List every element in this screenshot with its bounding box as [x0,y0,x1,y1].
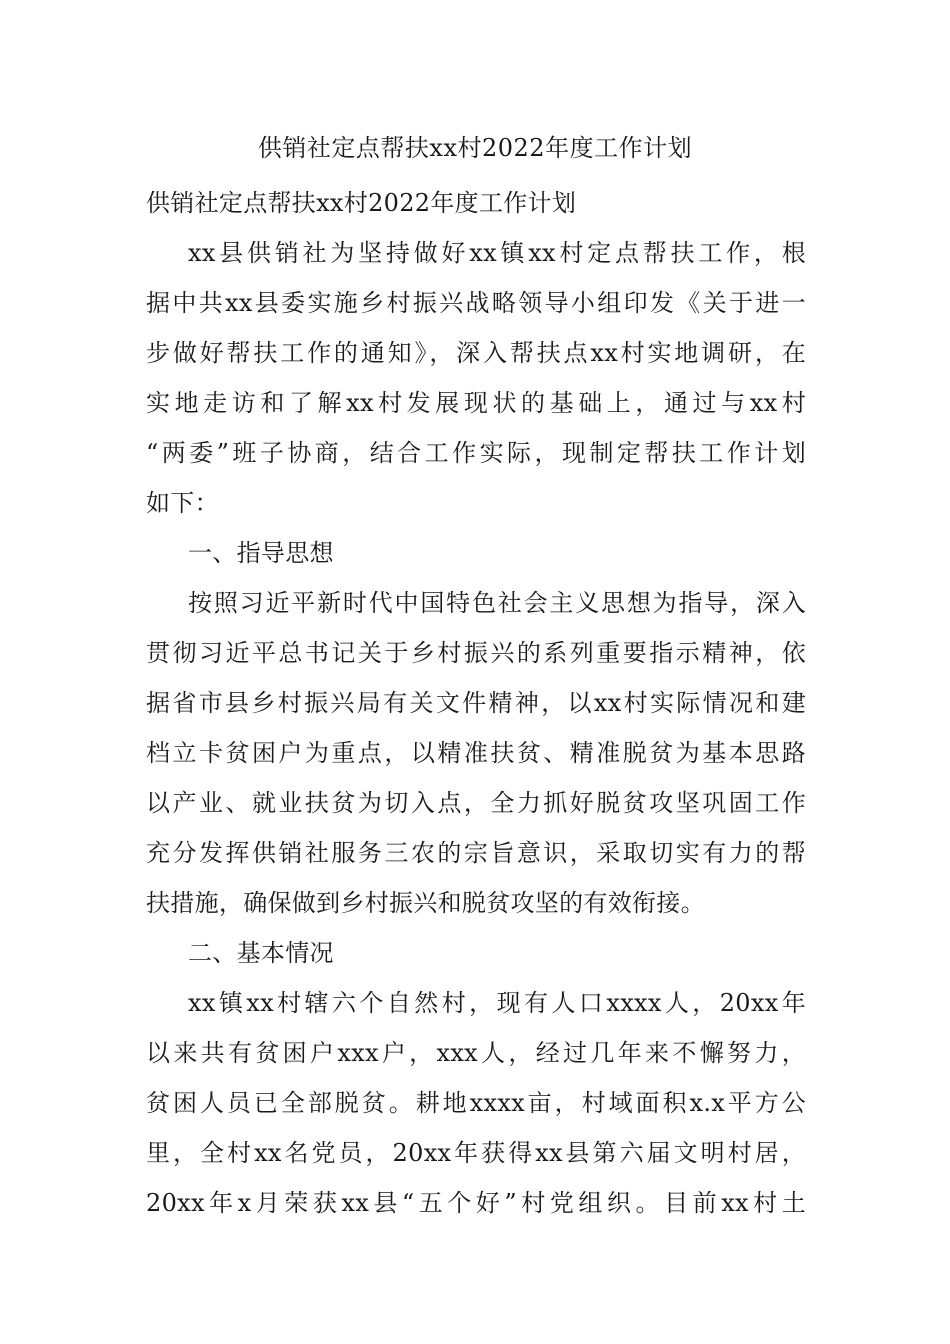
section-heading: 一、指导思想 [188,539,334,567]
text-line: 供销社定点帮扶xx村2022年度工作计划 [146,189,577,217]
document-body [146,178,806,1228]
text-line: 据中共xx县委实施乡村振兴战略领导小组印发《关于进一 [146,289,806,317]
text-line: xx县供销社为坚持做好xx镇xx村定点帮扶工作，根 [188,239,806,267]
text-line: 20xx年x月荣获xx县“五个好”村党组织。目前xx村土 [146,1189,806,1217]
text-line: 扶措施，确保做到乡村振兴和脱贫攻坚的有效衔接。 [146,889,705,917]
text-line: 按照习近平新时代中国特色社会主义思想为指导，深入 [188,589,806,617]
text-line: 实地走访和了解xx村发展现状的基础上，通过与xx村 [146,389,806,417]
text-line: 据省市县乡村振兴局有关文件精神，以xx村实际情况和建 [146,689,806,717]
text-line: 档立卡贫困户为重点，以精准扶贫、精准脱贫为基本思路 [146,739,806,767]
text-line: 以来共有贫困户xxx户，xxx人，经过几年来不懈努力， [146,1039,806,1067]
text-line: 如下： [146,489,219,517]
text-line: 以产业、就业扶贫为切入点，全力抓好脱贫攻坚巩固工作 [146,789,806,817]
text-line: 步做好帮扶工作的通知》，深入帮扶点xx村实地调研，在 [146,339,806,367]
document-title: 供销社定点帮扶xx村2022年度工作计划 [257,134,693,162]
text-line: “两委”班子协商，结合工作实际，现制定帮扶工作计划 [146,439,806,467]
text-line: 贫困人员已全部脱贫。耕地xxxx亩，村域面积x.x平方公 [146,1089,806,1117]
section-heading: 二、基本情况 [188,939,334,967]
text-line: 里，全村xx名党员，20xx年获得xx县第六届文明村居， [146,1139,806,1167]
text-line: 贯彻习近平总书记关于乡村振兴的系列重要指示精神，依 [146,639,806,667]
text-line: xx镇xx村辖六个自然村，现有人口xxxx人，20xx年 [188,989,806,1017]
text-line: 充分发挥供销社服务三农的宗旨意识，采取切实有力的帮 [146,839,806,867]
